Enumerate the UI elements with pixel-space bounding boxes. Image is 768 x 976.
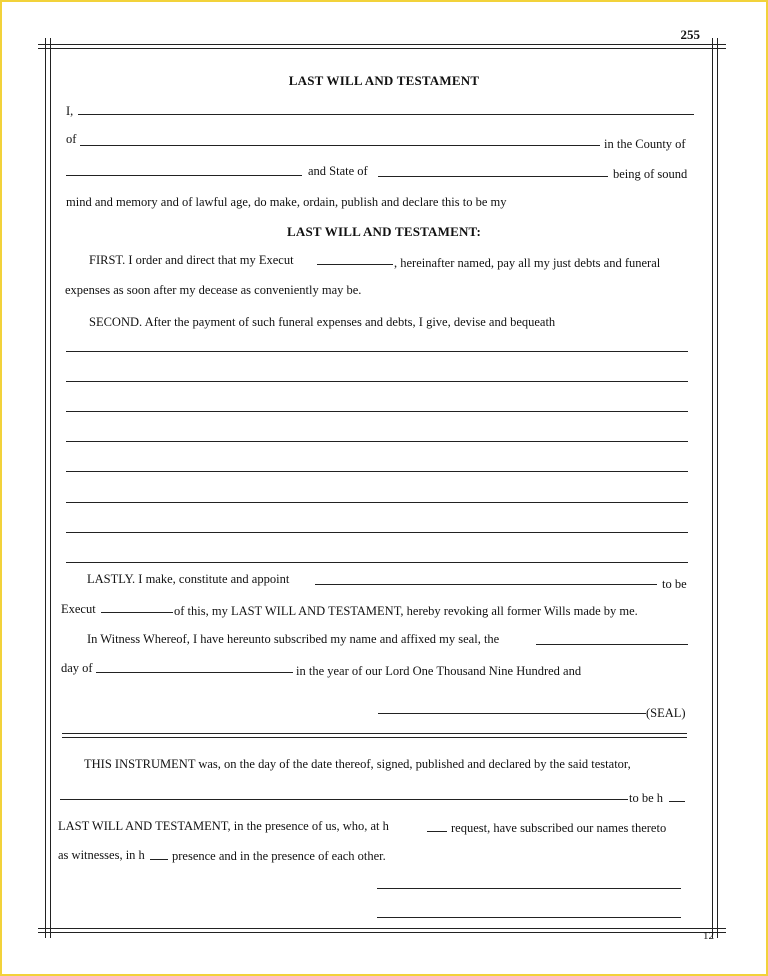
lastly-clause-prefix: LASTLY. I make, constitute and appoint — [87, 572, 290, 586]
witness-signature-line[interactable] — [377, 888, 681, 889]
mind-line: mind and memory and of lawful age, do make, ordain, publish and declare this to be my — [66, 195, 507, 209]
border-left — [45, 38, 46, 938]
county-field[interactable] — [66, 175, 302, 176]
border-top — [38, 44, 726, 45]
seal-label: (SEAL) — [646, 706, 686, 720]
state-field[interactable] — [378, 176, 608, 177]
pronoun-field[interactable] — [427, 831, 447, 832]
pronoun-field[interactable] — [150, 859, 168, 860]
testator-name-field[interactable] — [78, 114, 694, 115]
border-bottom — [38, 928, 726, 929]
day-of-label: day of — [61, 661, 93, 675]
instrument-line1: THIS INSTRUMENT was, on the day of the date thereof, signed, published and declared by the said testator, — [84, 757, 631, 771]
first-clause-prefix: FIRST. I order and direct that my Execut — [89, 253, 294, 267]
instrument-line4-prefix: as witnesses, in h — [58, 848, 145, 862]
document-title: LAST WILL AND TESTAMENT — [288, 73, 480, 88]
second-clause: SECOND. After the payment of such funeral expenses and debts, I give, devise and bequeath — [89, 315, 556, 329]
residence-field[interactable] — [80, 145, 600, 146]
instrument-line3-prefix: LAST WILL AND TESTAMENT, in the presence of us, who, at h — [58, 819, 389, 833]
lastly-to-be: to be — [662, 577, 687, 591]
bequest-line[interactable] — [66, 351, 688, 352]
first-executor-suffix-field[interactable] — [317, 264, 393, 265]
bequest-line[interactable] — [66, 471, 688, 472]
executor-clause: of this, my LAST WILL AND TESTAMENT, hereby revoking all former Wills made by me. — [174, 604, 638, 618]
witness-date-field[interactable] — [536, 644, 688, 645]
instrument-line3-suffix: request, have subscribed our names thereto — [451, 821, 667, 835]
county-label: in the County of — [604, 137, 686, 151]
witness-signature-line[interactable] — [377, 917, 681, 918]
state-label: and State of — [308, 164, 368, 178]
testator-signature-line[interactable] — [378, 713, 646, 714]
pronoun-field[interactable] — [669, 801, 685, 802]
corner-mark: 12 — [703, 930, 714, 942]
first-clause-line2: expenses as soon after my decease as conveniently may be. — [65, 283, 362, 297]
border-right — [712, 38, 713, 938]
instrument-line4-suffix: presence and in the presence of each other. — [172, 849, 386, 863]
document-subtitle: LAST WILL AND TESTAMENT: — [287, 224, 481, 239]
executor-name-field[interactable] — [315, 584, 657, 585]
bequest-line[interactable] — [66, 532, 688, 533]
intro-i-label: I, — [66, 104, 74, 118]
bequest-line[interactable] — [66, 441, 688, 442]
bequest-line[interactable] — [66, 411, 688, 412]
border-top-inner — [38, 48, 726, 49]
testator-signature-field[interactable] — [60, 799, 628, 800]
witness-whereof: In Witness Whereof, I have hereunto subscribed my name and affixed my seal, the — [87, 632, 500, 646]
border-left-inner — [50, 38, 51, 938]
first-clause-suffix: , hereinafter named, pay all my just debts and funeral — [394, 256, 661, 270]
separator-line — [62, 737, 687, 738]
executor-label: Execut — [61, 602, 96, 616]
border-right-inner — [717, 38, 718, 938]
executor-suffix-field[interactable] — [101, 612, 173, 613]
separator-line — [62, 733, 687, 734]
bequest-line[interactable] — [66, 562, 688, 563]
intro-of-label: of — [66, 132, 77, 146]
bequest-line[interactable] — [66, 502, 688, 503]
page-number: 255 — [680, 27, 700, 42]
instrument-to-be: to be h — [629, 791, 664, 805]
sound-label: being of sound — [613, 167, 688, 181]
border-bottom-inner — [38, 932, 726, 933]
month-field[interactable] — [96, 672, 293, 673]
bequest-line[interactable] — [66, 381, 688, 382]
year-clause: in the year of our Lord One Thousand Nine Hundred and — [296, 664, 582, 678]
